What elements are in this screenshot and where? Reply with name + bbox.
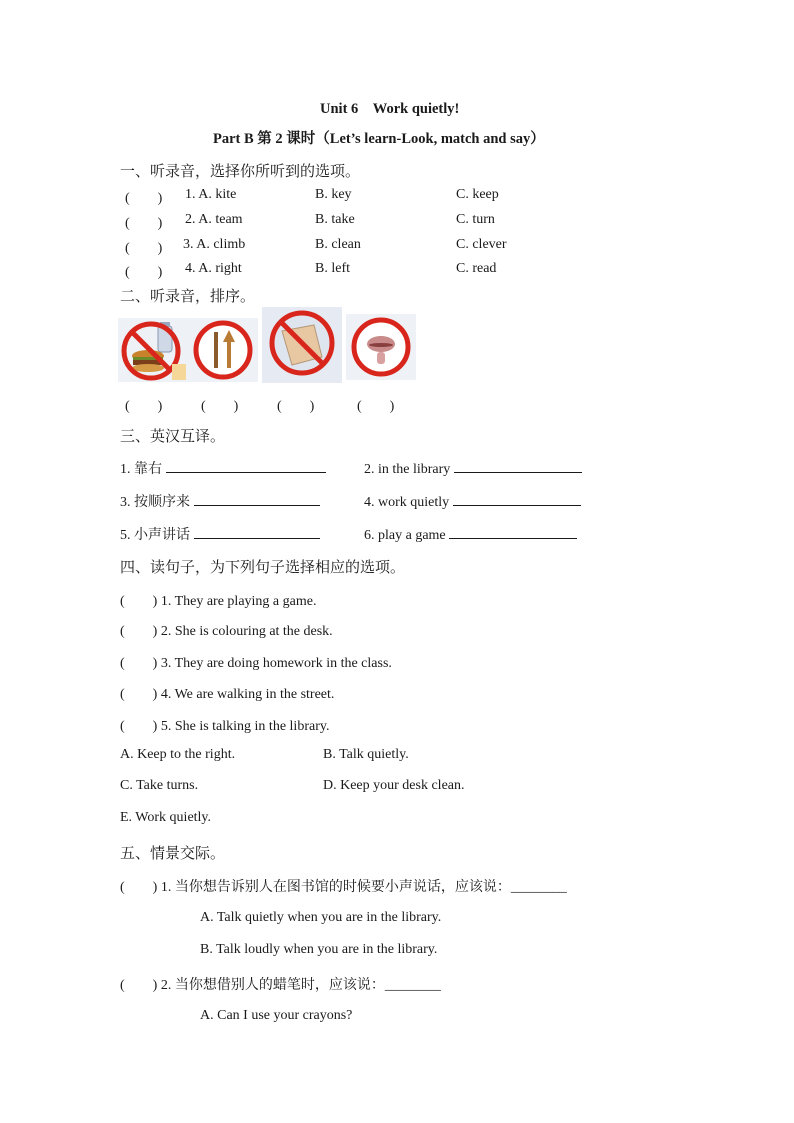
sentence-item[interactable]: ( ) 3. They are doing homework in the class. [120, 656, 392, 671]
order-bracket[interactable]: ( ) [277, 399, 315, 414]
sentence-item[interactable]: ( ) 5. She is talking in the library. [120, 719, 330, 734]
translate-item [364, 458, 582, 478]
section2-heading: 二、听录音，排序。 [120, 287, 256, 305]
answer-line[interactable] [449, 524, 577, 539]
answer-bracket[interactable]: ( ) [125, 241, 163, 256]
no-talking-sign-icon [346, 314, 416, 380]
answer-line[interactable] [194, 524, 320, 539]
translate-prompt: 4. work quietly [364, 495, 450, 510]
option-c: C. turn [456, 212, 495, 227]
translate-prompt: 2. in the library [364, 462, 451, 477]
order-bracket[interactable]: ( ) [125, 399, 163, 414]
translate-prompt: 6. play a game [364, 528, 446, 543]
translate-item [364, 524, 577, 544]
dialogue-option: A. Talk quietly when you are in the library. [200, 910, 442, 925]
option-c: C. clever [456, 237, 507, 252]
no-paper-sign-icon [262, 307, 342, 383]
dialogue-question-1[interactable]: ( ) 1. 当你想告诉别人在图书馆的时候要小声说话，应该说：________ [120, 880, 567, 895]
match-option-b: B. Talk quietly. [323, 747, 409, 762]
answer-line[interactable] [454, 458, 582, 473]
option-a: 2. A. team [185, 212, 243, 227]
translate-prompt: 3. 按顺序来 [120, 495, 190, 510]
sentence-item[interactable]: ( ) 1. They are playing a game. [120, 594, 317, 609]
match-option-d: D. Keep your desk clean. [323, 778, 465, 793]
option-c: C. read [456, 261, 497, 276]
dialogue-question-2[interactable]: ( ) 2. 当你想借别人的蜡笔时，应该说：________ [120, 978, 441, 993]
section3-heading: 三、英汉互译。 [120, 427, 226, 445]
option-a: 1. A. kite [185, 187, 237, 202]
match-option-c: C. Take turns. [120, 778, 199, 793]
answer-bracket[interactable]: ( ) [125, 191, 163, 206]
match-option-e: E. Work quietly. [120, 810, 212, 825]
option-a: 3. A. climb [183, 237, 246, 252]
translate-item [120, 524, 320, 544]
option-b: B. take [315, 212, 355, 227]
sentence-item[interactable]: ( ) 4. We are walking in the street. [120, 687, 335, 702]
answer-bracket[interactable]: ( ) [125, 216, 163, 231]
translate-prompt: 1. 靠右 [120, 462, 162, 477]
match-option-a: A. Keep to the right. [120, 747, 236, 762]
translate-item [364, 491, 581, 511]
page-title: Unit 6 Work quietly! [320, 101, 460, 117]
answer-line[interactable] [166, 458, 326, 473]
dialogue-option: A. Can I use your crayons? [200, 1008, 353, 1023]
order-bracket[interactable]: ( ) [201, 399, 239, 414]
sentence-item[interactable]: ( ) 2. She is colouring at the desk. [120, 624, 333, 639]
translate-prompt: 5. 小声讲话 [120, 528, 190, 543]
no-eating-sign-icon [118, 318, 188, 382]
section4-heading: 四、读句子，为下列句子选择相应的选项。 [120, 558, 406, 576]
option-a: 4. A. right [185, 261, 242, 276]
section1-heading: 一、听录音，选择你所听到的选项。 [120, 162, 361, 180]
option-c: C. keep [456, 187, 499, 202]
option-b: B. clean [315, 237, 361, 252]
translate-item [120, 458, 326, 478]
keep-right-sign-icon [188, 318, 258, 382]
order-bracket[interactable]: ( ) [357, 399, 395, 414]
section5-heading: 五、情景交际。 [120, 844, 226, 862]
answer-bracket[interactable]: ( ) [125, 265, 163, 280]
answer-line[interactable] [194, 491, 320, 506]
answer-line[interactable] [453, 491, 581, 506]
translate-item [120, 491, 320, 511]
option-b: B. left [315, 261, 350, 276]
option-b: B. key [315, 187, 352, 202]
dialogue-option: B. Talk loudly when you are in the library. [200, 942, 438, 957]
page-subtitle: Part B 第 2 课时（Let’s learn-Look, match and say） [213, 131, 545, 147]
